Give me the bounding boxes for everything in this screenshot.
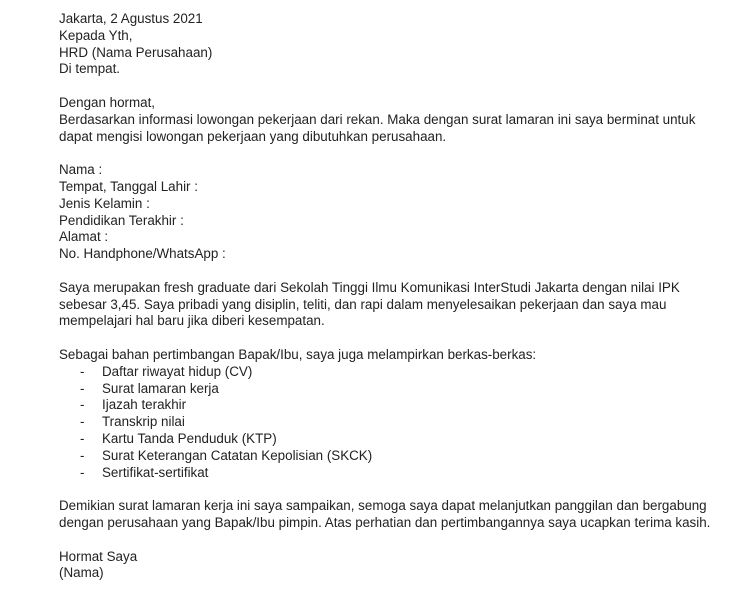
letter-date: Jakarta, 2 Agustus 2021: [59, 11, 203, 26]
dash-bullet: -: [80, 380, 85, 396]
greeting: Dengan hormat,: [59, 94, 156, 110]
closing-paragraph-line: dengan perusahaan yang Bapak/Ibu pimpin. Atas perhatian dan pertimbangannya saya ucapkan terima kasih.: [59, 514, 711, 530]
recipient-line: HRD (Nama Perusahaan): [59, 44, 213, 60]
list-item: [59, 465, 719, 482]
signature-salutation: Hormat Saya: [59, 548, 138, 564]
recipient-line: Di tempat.: [59, 61, 121, 77]
spacer: [59, 532, 719, 549]
dash-bullet: -: [80, 363, 85, 379]
identity-field: Alamat :: [59, 229, 109, 245]
attachment-label: Ijazah terakhir: [102, 397, 187, 413]
attachment-label: Kartu Tanda Penduduk (KTP): [102, 430, 277, 446]
spacer: [59, 145, 719, 162]
attachment-label: Surat Keterangan Catatan Kepolisian (SKCK): [102, 447, 373, 463]
profile-paragraph-line: mempelajari hal baru jika diberi kesempatan.: [59, 313, 325, 329]
spacer: [59, 481, 719, 498]
list-item: [59, 448, 719, 465]
list-item: [59, 364, 719, 381]
attachment-label: Sertifikat-sertifikat: [102, 464, 209, 480]
letter-document: [59, 11, 719, 582]
attachment-label: Surat lamaran kerja: [102, 380, 219, 396]
dash-bullet: -: [80, 430, 85, 446]
identity-field: Jenis Kelamin :: [59, 195, 150, 211]
attachments-intro: Sebagai bahan pertimbangan Bapak/Ibu, saya juga melampirkan berkas-berkas:: [59, 346, 537, 362]
identity-field: No. Handphone/WhatsApp :: [59, 246, 226, 262]
dash-bullet: -: [80, 414, 85, 430]
spacer: [59, 78, 719, 95]
attachments-list: [59, 364, 719, 482]
spacer: [59, 263, 719, 280]
dash-bullet: -: [80, 447, 85, 463]
dash-bullet: -: [80, 464, 85, 480]
profile-paragraph-line: sebesar 3,45. Saya pribadi yang disiplin, teliti, dan rapi dalam menyelesaikan pekerjaan dan saya mau: [59, 296, 667, 312]
attachment-label: Transkrip nilai: [102, 414, 185, 430]
list-item: [59, 381, 719, 398]
closing-paragraph-line: Demikian surat lamaran kerja ini saya sampaikan, semoga saya dapat melanjutkan panggilan dan bergabung: [59, 498, 707, 514]
identity-field: Nama :: [59, 162, 103, 178]
list-item: [59, 431, 719, 448]
recipient-line: Kepada Yth,: [59, 27, 133, 43]
intro-paragraph-line: dapat mengisi lowongan pekerjaan yang dibutuhkan perusahaan.: [59, 128, 447, 144]
signature-name: (Nama): [59, 565, 104, 581]
attachment-label: Daftar riwayat hidup (CV): [102, 363, 253, 379]
dash-bullet: -: [80, 397, 85, 413]
intro-paragraph-line: Berdasarkan informasi lowongan pekerjaan dari rekan. Maka dengan surat lamaran ini saya berminat untuk: [59, 111, 696, 127]
spacer: [59, 330, 719, 347]
identity-field: Pendidikan Terakhir :: [59, 212, 184, 228]
profile-paragraph-line: Saya merupakan fresh graduate dari Sekolah Tinggi Ilmu Komunikasi InterStudi Jakarta dengan nilai IPK: [59, 279, 680, 295]
list-item: [59, 414, 719, 431]
list-item: [59, 397, 719, 414]
identity-field: Tempat, Tanggal Lahir :: [59, 178, 198, 194]
